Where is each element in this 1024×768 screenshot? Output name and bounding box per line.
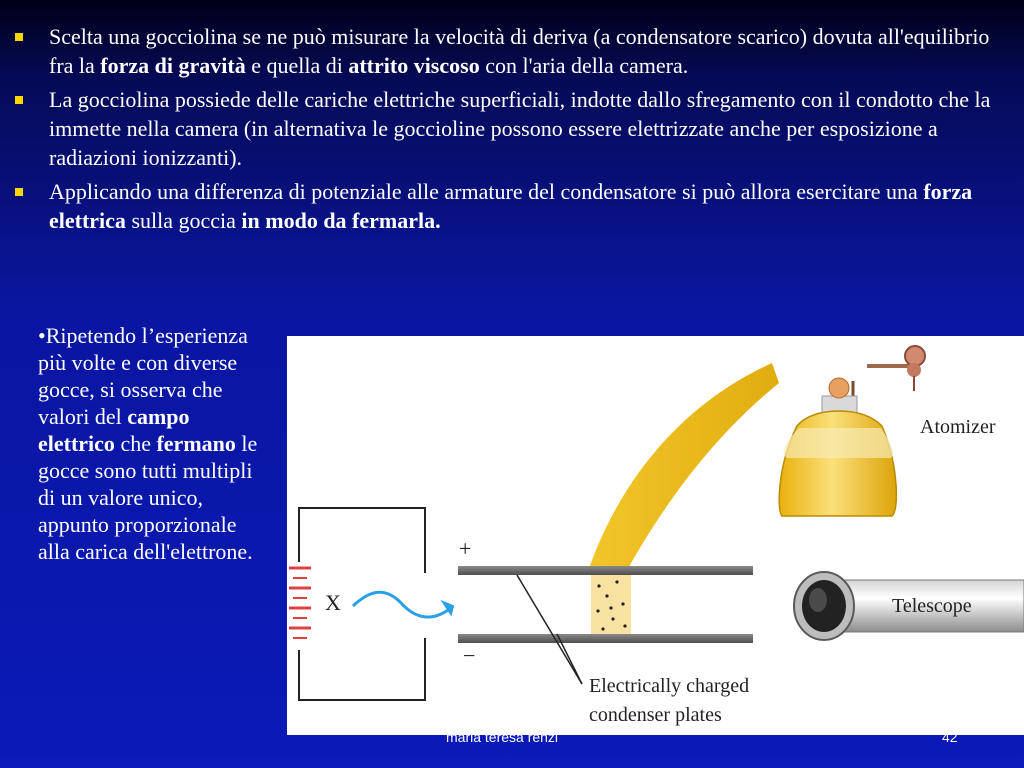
plates-pointer-lines xyxy=(517,575,582,684)
square-bullet-icon xyxy=(15,96,23,104)
square-bullet-icon xyxy=(15,188,23,196)
bullet-text: Applicando una differenza di potenziale alle armature del condensatore si può allora esercitare una forza elettrica sulla goccia in modo da fermarla. xyxy=(49,179,973,233)
plates-label-line2: condenser plates xyxy=(589,704,722,726)
atomizer-bottle xyxy=(779,346,925,516)
side-paragraph: •Ripetendo l’esperienza più volte e con diverse gocce, si osserva che valori del campo elettrico che fermano le gocce sono tutti multipli di un valore unico, appunto proporzionale alla carica dell'elettrone. xyxy=(38,323,258,564)
xray-label: X xyxy=(325,590,341,615)
bullet-text: La gocciolina possiede delle cariche elettriche superficiali, indotte dallo sfregamento con il condotto che la immette nella camera (in alternativa le goccioline possono essere elettrizzate anche per esposizione a radiazioni ionizzanti). xyxy=(49,87,991,170)
bullet-item xyxy=(14,85,1014,172)
minus-sign: − xyxy=(463,643,476,668)
oil-spray-cone xyxy=(587,363,779,574)
square-bullet-icon xyxy=(15,33,23,41)
circuit-wires xyxy=(299,508,425,700)
plus-sign: + xyxy=(459,536,472,561)
bullet-item xyxy=(14,177,1014,235)
lower-plate xyxy=(458,634,753,643)
upper-plate xyxy=(458,566,753,575)
oil-droplets xyxy=(591,575,631,634)
apparatus-diagram xyxy=(287,336,1024,735)
battery-icon xyxy=(289,562,311,650)
footer-author: maria teresa renzi xyxy=(446,729,559,745)
footer-page-number: 42 xyxy=(942,729,958,745)
bullet-list xyxy=(14,22,1014,240)
telescope-label: Telescope xyxy=(892,595,972,617)
bullet-text: Scelta una gocciolina se ne può misurare la velocità di deriva (a condensatore scarico) dovuta all'equilibrio fra la forza di gravità e quella di attrito viscoso con l'aria della camera. xyxy=(49,24,990,78)
bullet-item xyxy=(14,22,1014,80)
xray-wave xyxy=(353,592,453,617)
atomizer-label: Atomizer xyxy=(920,416,996,438)
plates-label-line1: Electrically charged xyxy=(589,675,750,697)
millikan-apparatus-figure xyxy=(287,336,1024,735)
